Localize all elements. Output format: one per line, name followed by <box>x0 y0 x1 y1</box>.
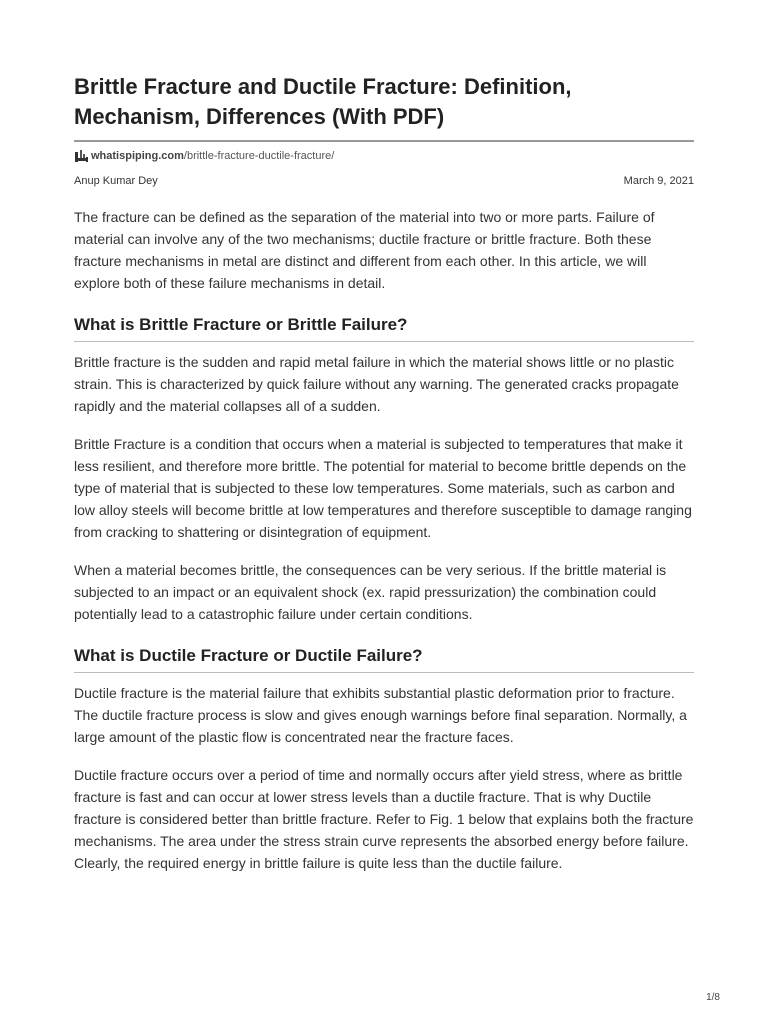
byline <box>74 174 694 188</box>
ductile-paragraph-2: Ductile fracture occurs over a period of time and normally occurs after yield stress, where as brittle fracture is fast and can occur at lower stress levels than a ductile fracture. That is why Ductile fracture is considered better than brittle fracture. Refer to Fig. 1 below that explains both the fracture mechanisms. The area under the stress strain curve represents the absorbed energy before failure. Clearly, the required energy in brittle failure is quite less than the ductile failure. <box>74 767 694 871</box>
section-heading-ductile: What is Ductile Fracture or Ductile Failure? <box>74 646 423 665</box>
document-page <box>74 0 694 874</box>
section-divider <box>74 672 694 673</box>
source-path[interactable]: /brittle-fracture-ductile-fracture/ <box>183 150 335 162</box>
section-heading-brittle: What is Brittle Fracture or Brittle Failure? <box>74 315 408 334</box>
brittle-paragraph-1: Brittle fracture is the sudden and rapid metal failure in which the material shows little or no plastic strain. This is characterized by quick failure without any warning. The generated cracks propagate rapidly and the material collapses all of a sudden. <box>74 354 679 414</box>
ductile-paragraph-1: Ductile fracture is the material failure that exhibits substantial plastic deformation prior to fracture. The ductile fracture process is slow and gives enough warnings before final separation. Normally, a large amount of the plastic flow is concentrated near the fracture faces. <box>74 685 687 745</box>
brittle-paragraph-3: When a material becomes brittle, the consequences can be very serious. If the brittle material is subjected to an impact or an equivalent shock (ex. rapid pressurization) the combination could potentially lead to a catastrophic failure under certain conditions. <box>74 562 667 622</box>
source-link[interactable] <box>74 148 694 164</box>
section-divider <box>74 341 694 342</box>
author-name: Anup Kumar Dey <box>74 175 158 187</box>
article-title-line1: Brittle Fracture and Ductile Fracture: Definition, <box>74 74 572 99</box>
brittle-paragraph-2: Brittle Fracture is a condition that occurs when a material is subjected to temperatures that make it less resilient, and therefore more brittle. The potential for material to become brittle depends on the type of material that is subjected to these low temperatures. Some materials, such as carbon and low alloy steels will become brittle at low temperatures and therefore susceptible to damage ranging from cracking to shattering or disintegration of equipment. <box>74 436 692 540</box>
article-title <box>74 72 694 132</box>
page-number: 1/8 <box>706 992 720 1003</box>
publish-date: March 9, 2021 <box>623 175 694 187</box>
article-title-line2: Mechanism, Differences (With PDF) <box>74 104 445 129</box>
source-domain[interactable]: whatispiping.com <box>91 150 184 162</box>
pipe-fitting-icon <box>74 149 88 163</box>
title-divider <box>74 140 694 142</box>
intro-paragraph: The fracture can be defined as the separation of the material into two or more parts. Failure of material can involve any of the two mechanisms; ductile fracture or brittle fracture. Both these fracture mechanisms in metal are distinct and different from each other. In this article, we will explore both of these failure mechanisms in detail. <box>74 209 655 291</box>
